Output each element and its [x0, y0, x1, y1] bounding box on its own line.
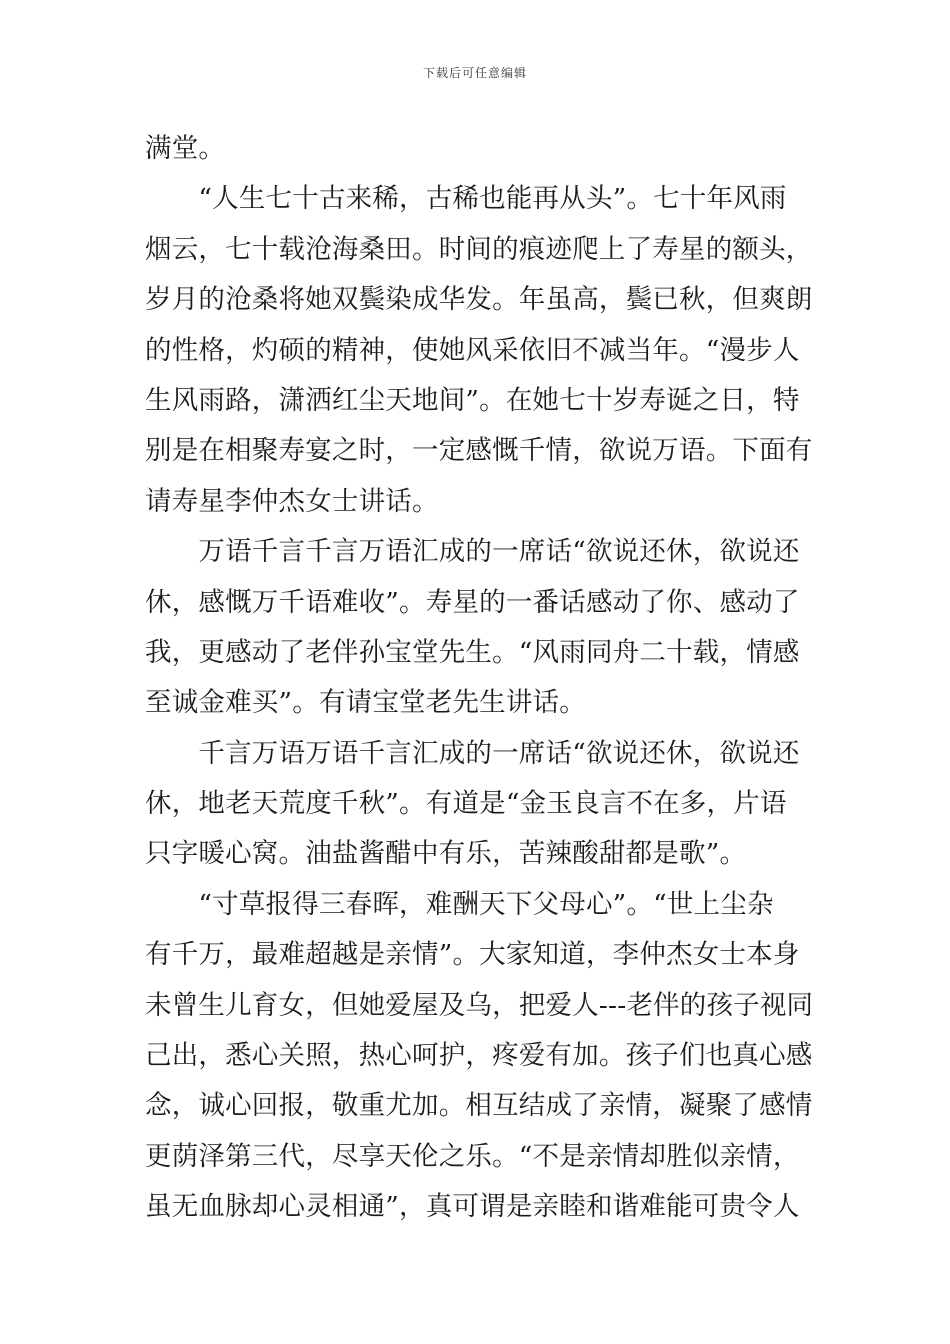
body-line: 只字暖心窝。油盐酱醋中有乐，苦辣酸甜都是歌”。 — [145, 838, 747, 870]
body-line: 更荫泽第三代，尽享天伦之乐。“不是亲情却胜似亲情， — [145, 1140, 800, 1172]
body-line: 休，地老天荒度千秋”。有道是“金玉良言不在多，片语 — [145, 788, 787, 820]
body-line: 有千万，最难超越是亲情”。大家知道，李仲杰女士本身 — [145, 939, 800, 971]
body-line: 千言万语万语千言汇成的一席话“欲说还休，欲说还 — [145, 737, 800, 769]
page-header-note: 下载后可任意编辑 — [422, 66, 527, 80]
body-line: 烟云，七十载沧海桑田。时间的痕迹爬上了寿星的额头， — [145, 233, 813, 265]
body-line: 己出，悉心关照，热心呵护，疼爱有加。孩子们也真心感 — [145, 1040, 813, 1072]
body-line: 生风雨路，潇洒红尘天地间”。在她七十岁寿诞之日，特 — [145, 384, 800, 416]
body-line: 未曾生儿育女，但她爱屋及乌，把爱人---老伴的孩子视同 — [145, 989, 814, 1021]
body-line: 岁月的沧桑将她双鬓染成华发。年虽高，鬓已秋，但爽朗 — [145, 284, 813, 316]
body-line: 请寿星李仲杰女士讲话。 — [145, 485, 439, 517]
body-line: 念，诚心回报，敬重尤加。相互结成了亲情，凝聚了感情 — [145, 1090, 813, 1122]
body-line: “人生七十古来稀，古稀也能再从头”。七十年风雨 — [145, 183, 787, 215]
body-line: 我，更感动了老伴孙宝堂先生。“风雨同舟二十载，情感 — [145, 636, 800, 668]
body-line: 至诚金难买”。有请宝堂老先生讲话。 — [145, 687, 586, 719]
body-line: “寸草报得三春晖，难酬天下父母心”。“世上尘杂 — [145, 888, 774, 920]
body-line: 满堂。 — [145, 133, 226, 164]
body-line: 虽无血脉却心灵相通”，真可谓是亲睦和谐难能可贵令人 — [145, 1191, 800, 1223]
body-line: 万语千言千言万语汇成的一席话“欲说还休，欲说还 — [145, 536, 800, 568]
document-body — [145, 124, 814, 1233]
body-line: 的性格，灼硕的精神，使她风采依旧不减当年。“漫步人 — [145, 334, 800, 366]
body-line: 别是在相聚寿宴之时，一定感慨千情，欲说万语。下面有 — [145, 435, 813, 467]
body-line: 休，感慨万千语难收”。寿星的一番话感动了你、感动了 — [145, 586, 800, 618]
